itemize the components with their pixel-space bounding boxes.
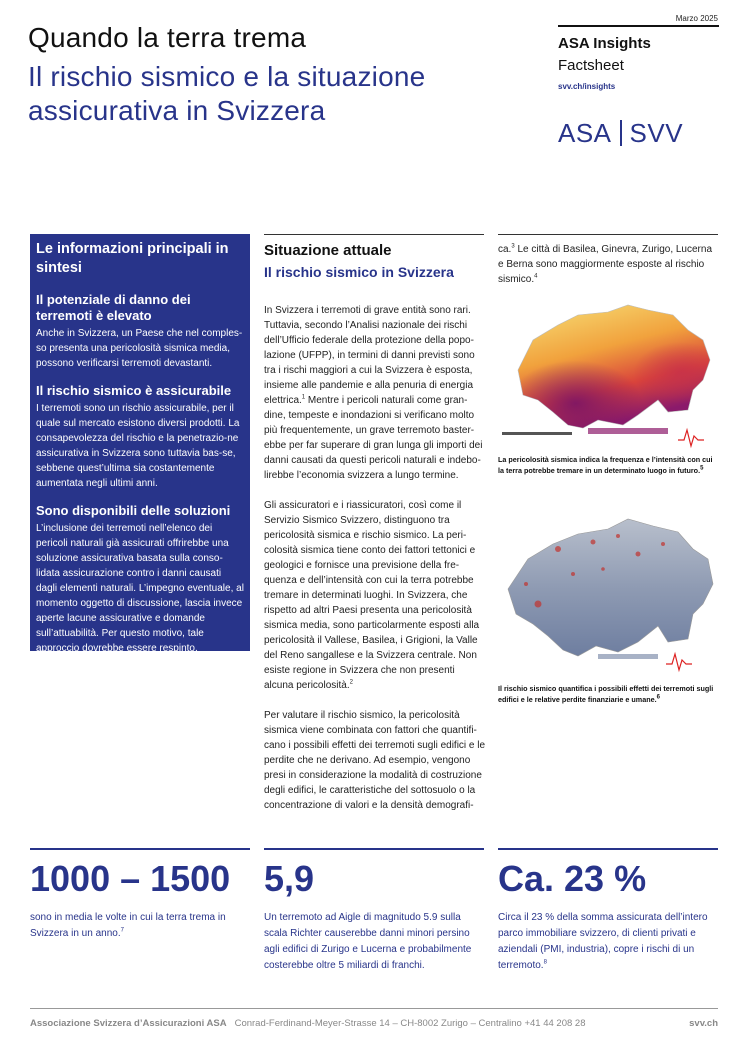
summary-section-text: L’inclusione dei terremoti nell’elenco dei pericoli naturali già assicurati offrirebbe una soluzione assicurativa basata sulla conso-lidata assicurazione contro i danni causati dagli elementi naturali. L’impegno eventuale, al momento oggetto di discussione, lascia invece aperte lacune assicurative e domande sull’attuabilità. Per questo motivo, tale approccio dovrebbe essere respinto. bbox=[36, 523, 244, 654]
stat-rule bbox=[498, 848, 718, 850]
summary-section-text: I terremoti sono un rischio assicurabile, per il quale sul mercato esistono diversi prodotti. La consapevolezza del rischio e la penetrazio-ne assicurativa in Svizzera sono tuttavia bas-se, sebbene quest’ultima sia costantemente aumentata negli ultimi anni. bbox=[36, 403, 240, 489]
page-subtitle: Il rischio sismico e la situazione assicurativa in Svizzera bbox=[28, 61, 426, 126]
paragraph: Gli assicuratori e i riassicuratori, così come il Servizio Sismico Svizzero, distinguono tra pericolosità sismica e rischio sismico. La peri-colosità sismica tiene conto dei fattori tettonici e geologici e fornisce una previsione della fre-quenza e dell’intensità con cui la terra potrebbe tremare in determinati luoghi. In Svizzera, che rispetto ad altri Paesi presenta una pericolosità sismica media, sono particolarmente esposti alla pericolosità il Vallese, Basilea, i Grigioni, la Valle del Reno sangallese e la Svizzera centrale. Non esiste regione in Svizzera che non presenti alcuna pericolosità.$^2$ bbox=[264, 500, 480, 691]
stat-value: 1000 – 1500 bbox=[30, 858, 231, 899]
map-legend-bar bbox=[502, 432, 572, 435]
logo-right: SVV bbox=[629, 118, 684, 148]
stat-description: Un terremoto ad Aigle di magnitudo 5.9 sulla scala Richter causerebbe danni minori persino agli edifici di Zurigo e Lucerna e probabilmente costerebbe oltre 5 miliardi di franchi. bbox=[264, 912, 472, 971]
summary-box bbox=[30, 234, 250, 654]
footer-org: Associazione Svizzera d’Assicurazioni ASA bbox=[30, 1018, 227, 1029]
footer-address: Conrad-Ferdinand-Meyer-Strasse 14 – CH-8002 Zurigo – Centralino +41 44 208 28 bbox=[234, 1018, 586, 1029]
stat-description: Circa il 23 % della somma assicurata dell’intero parco immobiliare svizzero, di clienti privati e aziendali (PMI, industria), copre i rischi di un terremoto.$^8$ bbox=[498, 912, 708, 971]
map-color-scale bbox=[598, 654, 658, 659]
stat-value: Ca. 23 % bbox=[498, 858, 647, 899]
footnote-ref: 2 bbox=[349, 679, 353, 686]
footer-rule bbox=[30, 1008, 718, 1009]
doc-type: Factsheet bbox=[558, 57, 624, 74]
body-text-continued: ca.$^3$ Le città di Basilea, Ginevra, Zurigo, Lucerna e Berna sono maggiormente esposte al rischio sismico.$^4$ bbox=[498, 243, 713, 285]
section-subtitle: Il rischio sismico in Svizzera bbox=[264, 264, 454, 280]
footnote-ref: 8 bbox=[543, 959, 547, 966]
insights-link[interactable]: svv.ch/insights bbox=[558, 82, 616, 91]
footnote-ref: 5 bbox=[700, 465, 704, 472]
map-caption: La pericolosità sismica indica la frequenza e l’intensità con cui la terra potrebbe tremare in un determinato luogo in futuro.$^5$ bbox=[498, 455, 713, 475]
stat-rule bbox=[264, 848, 484, 850]
stat-rule bbox=[30, 848, 250, 850]
seismic-hazard-map bbox=[498, 300, 718, 450]
summary-heading: Le informazioni principali in sintesi bbox=[36, 241, 229, 276]
map-color-scale bbox=[588, 428, 668, 434]
page-title: Quando la terra trema bbox=[28, 22, 307, 53]
seismic-risk-map bbox=[498, 514, 718, 679]
section-title: Situazione attuale bbox=[264, 242, 392, 259]
column-rule bbox=[498, 234, 718, 235]
paragraph: Per valutare il rischio sismico, la pericolosità sismica viene combinata con fattori che quantifi-cano i possibili effetti dei terremoti sugli edifici e le perdite che ne derivano. Ad esempio, vengono presi in considerazione la modalità di costruzione degli edifici, le caratteristiche del sottosuolo o la concentrazione di valori e la densità demografi- bbox=[264, 710, 486, 811]
series-name: ASA Insights bbox=[558, 35, 651, 52]
publication-date: Marzo 2025 bbox=[675, 14, 718, 23]
footnote-ref: 4 bbox=[534, 273, 538, 280]
footnote-ref: 7 bbox=[120, 927, 124, 934]
asa-svv-logo bbox=[558, 118, 683, 149]
footer bbox=[30, 1018, 585, 1029]
column-rule bbox=[264, 234, 484, 235]
paragraph: In Svizzera i terremoti di grave entità sono rari. Tuttavia, secondo l’Analisi nazionale dei rischi dell’Ufficio federale della protezione della popo-lazione (UFPP), in termini di danni previsti sono tra i rischi maggiori a cui la Svizzera è esposta, insieme alle pandemie e alla penuria di energia elettrica.$^1$ Mentre i pericoli naturali come gran-dine, tempeste e inondazioni si verificano molto più frequentemente, un grave terremoto baster-ebbe per far superare di gran lunga gli importi dei danni causati da questi pericoli naturali e indebo-lirebbe l’economia svizzera a lungo termine. bbox=[264, 305, 483, 481]
footnote-ref: 3 bbox=[511, 243, 515, 250]
stat-value: 5,9 bbox=[264, 858, 315, 899]
logo-divider bbox=[620, 120, 622, 146]
header-rule bbox=[558, 25, 719, 27]
logo-left: ASA bbox=[558, 118, 612, 148]
footnote-ref: 1 bbox=[301, 394, 306, 401]
stat-description: sono in media le volte in cui la terra trema in Svizzera in un anno.$^7$ bbox=[30, 912, 226, 939]
footnote-ref: 6 bbox=[656, 694, 660, 701]
summary-section-text: Anche in Svizzera, un Paese che nel comples-so presenta una pericolosità sismica media, possono verificarsi terremoti devastanti. bbox=[36, 328, 243, 369]
summary-section-title: Il potenziale di danno dei terremoti è elevato bbox=[36, 292, 191, 323]
summary-section-title: Il rischio sismico è assicurabile bbox=[36, 383, 232, 398]
footer-site-link[interactable]: svv.ch bbox=[689, 1018, 718, 1029]
map-caption: Il rischio sismico quantifica i possibili effetti dei terremoti sugli edifici e le relative perdite finanziarie e umane.$^6$ bbox=[498, 684, 714, 704]
summary-section-title: Sono disponibili delle soluzioni bbox=[36, 503, 231, 518]
body-text bbox=[264, 303, 486, 828]
